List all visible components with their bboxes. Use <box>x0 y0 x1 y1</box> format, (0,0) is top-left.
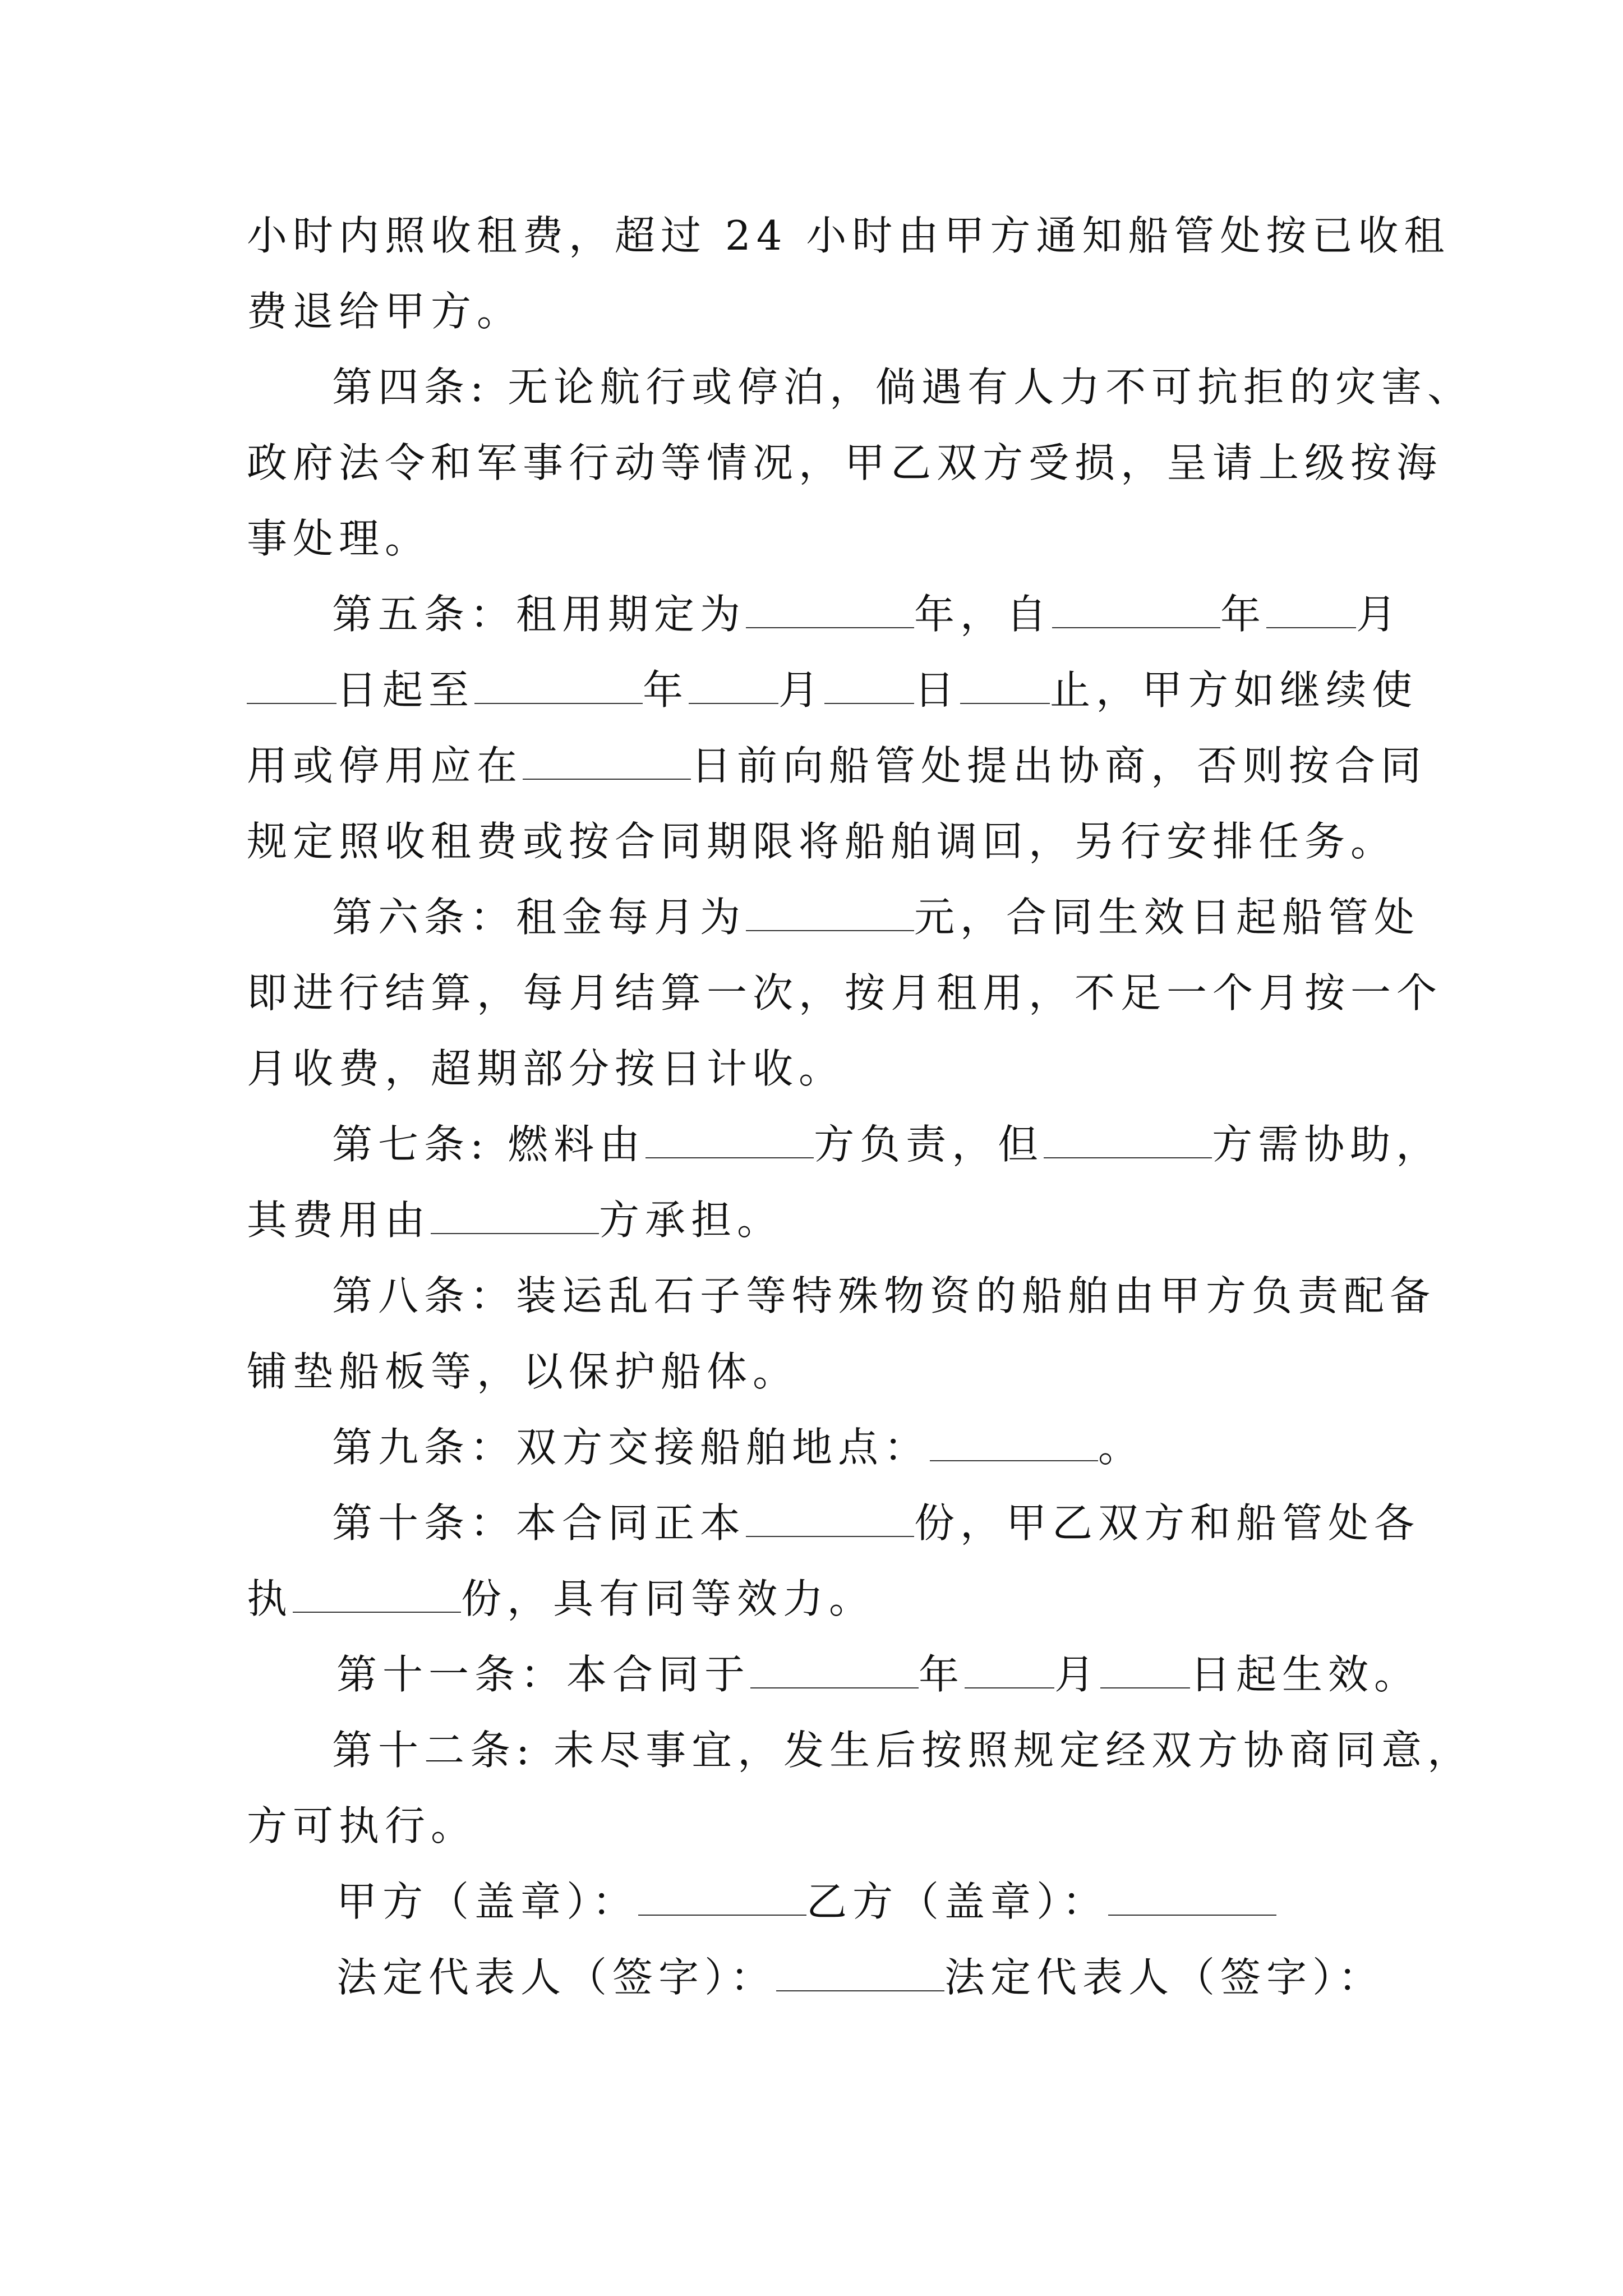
party-b-representative-label: 法定代表人（签字）： <box>944 1954 1385 2001</box>
text-line <box>247 435 1442 491</box>
text: 第六条：租金每月为 <box>332 894 746 941</box>
text: 月 <box>1356 591 1403 638</box>
party-b-seal-field[interactable] <box>1108 1881 1276 1916</box>
text-line <box>247 1192 783 1248</box>
party-a-seal-label: 甲方（盖章）： <box>336 1878 639 1925</box>
text: 执 <box>247 1575 293 1622</box>
text-line <box>247 208 1450 264</box>
text: 月 <box>778 666 825 714</box>
text: 第四条: 无论航行或停泊，倘遇有人力不可抗拒的灾害、 <box>332 364 1474 411</box>
blank-field[interactable] <box>746 1502 914 1537</box>
text: 日前向船管处提出协商，否则按合同 <box>691 742 1427 789</box>
text: 费退给甲方。 <box>247 288 523 335</box>
text: 第十一条：本合同于 <box>336 1651 751 1698</box>
party-a-representative-label: 法定代表人（签字）： <box>336 1954 777 2001</box>
text: 小时内照收租费，超过 24 小时由甲方通知船管处按已收租 <box>247 212 1450 259</box>
blank-field[interactable] <box>689 669 778 704</box>
article-9-heading-line <box>332 1419 1144 1475</box>
text-line <box>247 738 1427 794</box>
text: 第七条: 燃料由 <box>332 1121 646 1168</box>
blank-field[interactable] <box>293 1578 461 1613</box>
blank-field[interactable] <box>965 1654 1054 1688</box>
text: 第十二条: 未尽事宜，发生后按照规定经双方协商同意， <box>332 1727 1474 1774</box>
text: 用或停用应在 <box>247 742 523 789</box>
blank-field[interactable] <box>746 593 914 628</box>
blank-field[interactable] <box>930 1427 1098 1461</box>
text: 日起生效。 <box>1190 1651 1421 1698</box>
text-line <box>247 1041 845 1097</box>
text: 规定照收租费或按合同期限将船舶调回，另行安排任务。 <box>247 818 1397 865</box>
article-10-heading-line <box>332 1495 1420 1551</box>
text-line <box>247 813 1396 869</box>
blank-field[interactable] <box>1100 1654 1190 1688</box>
blank-field[interactable] <box>750 1654 919 1688</box>
text: 份，具有同等效力。 <box>461 1575 875 1622</box>
seal-line <box>336 1874 1276 1930</box>
article-11-heading-line <box>336 1646 1420 1703</box>
text: 即进行结算，每月结算一次，按月租用，不足一个月按一个 <box>247 969 1443 1016</box>
blank-field[interactable] <box>1266 593 1356 628</box>
blank-field[interactable] <box>431 1199 599 1234</box>
text: 份，甲乙双方和船管处各 <box>914 1499 1421 1547</box>
text-line <box>247 662 1418 718</box>
blank-field[interactable] <box>1044 1124 1212 1158</box>
blank-field[interactable] <box>645 1124 814 1158</box>
text: 方需协助， <box>1212 1121 1442 1168</box>
party-b-seal-label: 乙方（盖章）： <box>806 1878 1109 1925</box>
text: 第八条：装运乱石子等特殊物资的船舶由甲方负责配备 <box>332 1272 1436 1319</box>
article-7-heading-line <box>332 1116 1442 1172</box>
text: 年 <box>919 1651 965 1698</box>
party-a-representative-field[interactable] <box>776 1957 944 1991</box>
blank-field[interactable] <box>746 896 914 931</box>
text: 月 <box>1054 1651 1101 1698</box>
text: 第五条：租用期定为 <box>332 591 746 638</box>
article-8-heading-line <box>332 1268 1436 1324</box>
text: 方承担。 <box>599 1197 783 1244</box>
text: 事处理。 <box>247 515 431 562</box>
text: 方可执行。 <box>247 1802 477 1849</box>
text: 。 <box>1098 1424 1145 1471</box>
text: 方负责，但 <box>814 1121 1044 1168</box>
text: 止，甲方如继续使 <box>1050 666 1418 714</box>
text: 元，合同生效日起船管处 <box>914 894 1421 941</box>
text: 日起至 <box>336 666 475 714</box>
text: 年 <box>1220 591 1267 638</box>
article-6-heading-line <box>332 889 1420 945</box>
text-line <box>247 510 431 567</box>
blank-field[interactable] <box>474 669 643 704</box>
party-a-seal-field[interactable] <box>638 1881 806 1916</box>
article-4-heading-line <box>332 359 1473 415</box>
text: 铺垫船板等，以保护船体。 <box>247 1348 799 1395</box>
text: 政府法令和军事行动等情况，甲乙双方受损，呈请上级按海 <box>247 439 1443 486</box>
blank-field[interactable] <box>523 745 691 780</box>
text: 第十条：本合同正本 <box>332 1499 746 1547</box>
text: 月收费，超期部分按日计收。 <box>247 1045 845 1092</box>
text-line <box>247 1798 477 1854</box>
article-5-heading-line <box>332 586 1402 642</box>
blank-field[interactable] <box>824 669 914 704</box>
text-line <box>247 1571 875 1627</box>
article-12-heading-line <box>332 1722 1473 1778</box>
text-line <box>247 283 523 339</box>
text: 年 <box>643 666 689 714</box>
representative-line <box>336 1949 1384 2005</box>
blank-field[interactable] <box>1052 593 1220 628</box>
text: 第九条：双方交接船舶地点： <box>332 1424 930 1471</box>
blank-field[interactable] <box>247 669 336 704</box>
text: 其费用由 <box>247 1197 431 1244</box>
text: 日 <box>914 666 961 714</box>
text-line <box>247 965 1442 1021</box>
blank-field[interactable] <box>960 669 1050 704</box>
text: 年，自 <box>914 591 1053 638</box>
text-line <box>247 1343 799 1400</box>
